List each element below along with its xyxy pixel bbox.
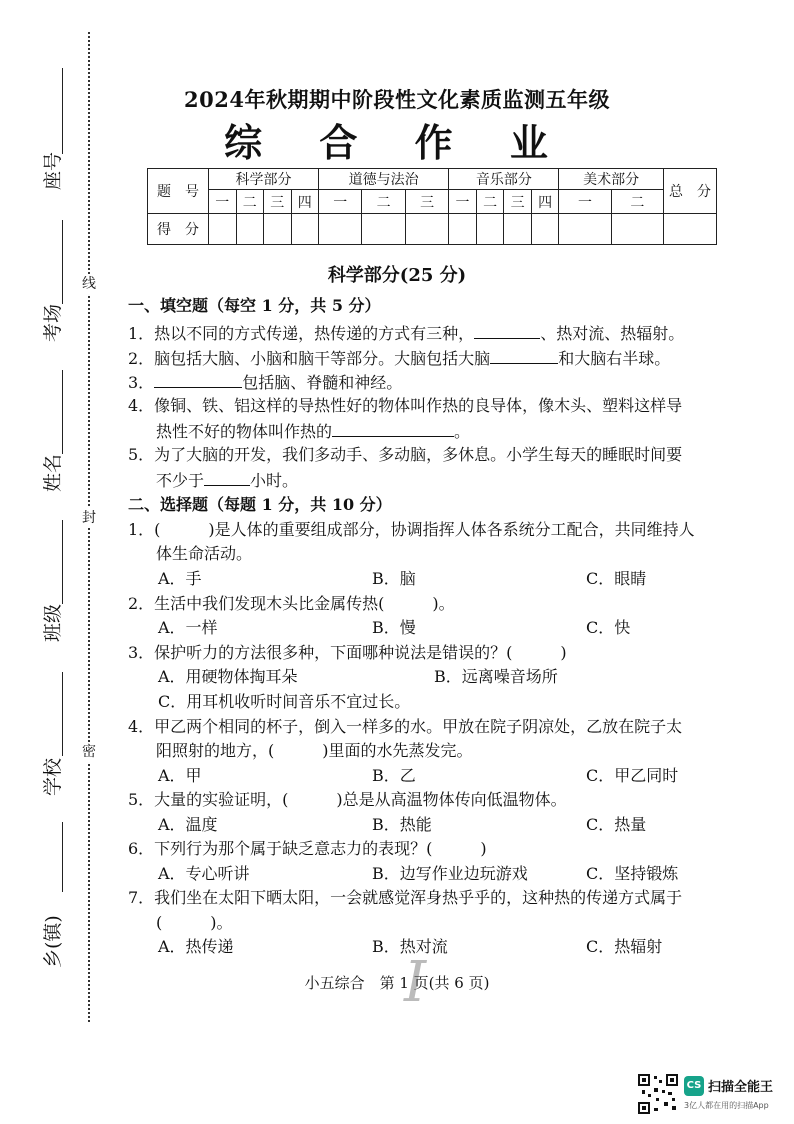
score-cell[interactable] (209, 214, 237, 245)
choice-q1-line1: 1．( )是人体的重要组成部分，协调指挥人体各系统分工配合，共同维持人 (128, 520, 695, 539)
score-cell[interactable] (319, 214, 362, 245)
exam-subtitle: 综 合 作 业 (224, 120, 570, 165)
score-cell[interactable] (362, 214, 405, 245)
num-cell: 三 (504, 190, 532, 214)
row-label-score: 得 分 (148, 214, 209, 245)
row-label-question: 题 号 (148, 169, 209, 214)
score-cell[interactable] (405, 214, 448, 245)
answer-blank[interactable] (204, 467, 250, 486)
fill-in-q3: 3． 包括脑、脊髓和神经。 (128, 369, 402, 395)
total-label: 总 分 (664, 169, 717, 214)
fill-in-q5-line2: 不少于 小时。 (156, 467, 298, 493)
score-cell[interactable] (559, 214, 611, 245)
group-morality-law: 道德与法治 (319, 169, 449, 190)
binding-word-xian: 线 (82, 276, 96, 292)
exam-page: 线 封 密 座号 考场 姓名 班级 学校 乡(镇) 2024年秋期期中阶段性文化素质监测五年级 综 合 作 业 题 号 科学部分 道德与法治 音乐部分 美术部分 总 分 一 二 三 四 一 二 三 一 二 三 四 一 二 得 分 科学部分(25 分) 一、填空题（每空 1 分，共 5 分） 1．热以不同的方式传递，热传递的方式有三种， 、热对流、热辐射。 2．脑包括大脑、小脑和脑干等部分。大脑包括大脑 和大脑右半球。 3． 包括脑、脊髓和神经。 4．像铜、铁、铝这样的导热性好的物体叫作热的良导体，像木头、塑料这样导 热性不好的物体叫作热的 。 5．为了大脑的开发，我们多动手、多动脑，多休息。小学生每天的睡眠时间要 不少于 小时。 二、选择题（每题 1 分，共 10 分） 1．( )是人体的重要组成部分，协调指挥人体各系统分工配合，共同维持人 体生命活动。 A．手 B．脑 C．眼睛 2．生活中我们发现木头比金属传热( )。 A．一样 B．慢 C．快 3．保护听力的方法很多种，下面哪种说法是错误的？( ) A．用硬物体掏耳朵 B．远离噪音场所 C．用耳机收听时间音乐不宜过长。 4．甲乙两个相同的杯子，倒入一样多的水。甲放在院子阴凉处，乙放在院子太 阳照射的地方，( )里面的水先蒸发完。 A．甲 B．乙 C．甲乙同时 5．大量的实验证明，( )总是从高温物体传向低温物体。 A．温度 B．热能 C．热量 6．下列行为那个属于缺乏意志力的表现？( ) A．专心听讲 B．边写作业边玩游戏 C．坚持锻炼 7．我们坐在太阳下晒太阳，一会就感觉浑身热乎乎的，这种热的传递方式属于 ( )。 A．热传递 B．热对流 C．热辐射 I 小五综合 第 1 页(共 6 页) CS 扫描全能王 3亿人都在用的扫描App (0, 0, 794, 1124)
num-cell: 二 (236, 190, 264, 214)
score-table (147, 168, 717, 245)
choice-q2: 2．生活中我们发现木头比金属传热( )。 (128, 594, 455, 613)
choice-q5-option-c[interactable]: C．热量 (586, 815, 647, 834)
choice-q6-option-b[interactable]: B．边写作业边玩游戏 (372, 864, 528, 883)
fill-in-q2: 2．脑包括大脑、小脑和脑干等部分。大脑包括大脑 和大脑右半球。 (128, 345, 670, 371)
choice-q1-line2: 体生命活动。 (156, 544, 253, 563)
total-score-cell[interactable] (664, 214, 717, 245)
choice-heading: 二、选择题（每题 1 分，共 10 分） (128, 495, 392, 514)
group-science: 科学部分 (209, 169, 319, 190)
choice-q7-option-b[interactable]: B．热对流 (372, 937, 448, 956)
qr-code-icon (636, 1072, 680, 1116)
num-cell: 四 (531, 190, 559, 214)
binding-word-mi: 密 (82, 744, 96, 760)
choice-q5-option-b[interactable]: B．热能 (372, 815, 432, 834)
choice-q6-option-c[interactable]: C．坚持锻炼 (586, 864, 679, 883)
page-footer: 小五综合 第 1 页(共 6 页) (304, 974, 490, 992)
choice-q3-option-b[interactable]: B．远离噪音场所 (434, 667, 558, 686)
num-cell: 二 (362, 190, 405, 214)
choice-q6: 6．下列行为那个属于缺乏意志力的表现？( ) (128, 839, 487, 858)
fill-in-q4-line2: 热性不好的物体叫作热的 。 (156, 418, 470, 444)
num-cell: 二 (611, 190, 663, 214)
answer-blank[interactable] (154, 369, 242, 388)
score-cell[interactable] (264, 214, 292, 245)
fill-in-q5-line1: 5．为了大脑的开发，我们多动手、多动脑，多休息。小学生每天的睡眠时间要 (128, 445, 683, 464)
choice-q5-option-a[interactable]: A．温度 (158, 815, 218, 834)
score-cell[interactable] (291, 214, 319, 245)
group-art: 美术部分 (559, 169, 664, 190)
choice-q4-option-c[interactable]: C．甲乙同时 (586, 766, 679, 785)
camscanner-tagline: 3亿人都在用的扫描App (684, 1101, 769, 1110)
watermark-mark: I (404, 950, 427, 1015)
choice-q2-option-a[interactable]: A．一样 (158, 618, 218, 637)
choice-q4-option-b[interactable]: B．乙 (372, 766, 416, 785)
fill-in-heading: 一、填空题（每空 1 分，共 5 分） (128, 296, 381, 315)
choice-q4-option-a[interactable]: A．甲 (158, 766, 202, 785)
answer-blank[interactable] (332, 418, 454, 437)
choice-q7-line1: 7．我们坐在太阳下晒太阳，一会就感觉浑身热乎乎的，这种热的传递方式属于 (128, 888, 683, 907)
score-cell[interactable] (531, 214, 559, 245)
num-cell: 四 (291, 190, 319, 214)
choice-q3-option-c[interactable]: C．用耳机收听时间音乐不宜过长。 (158, 692, 411, 711)
answer-blank[interactable] (490, 345, 558, 364)
answer-blank[interactable] (474, 320, 540, 339)
choice-q7-option-a[interactable]: A．热传递 (158, 937, 234, 956)
num-cell: 一 (319, 190, 362, 214)
score-cell[interactable] (476, 214, 504, 245)
score-cell[interactable] (611, 214, 663, 245)
num-cell: 一 (449, 190, 477, 214)
fill-in-q1: 1．热以不同的方式传递，热传递的方式有三种， 、热对流、热辐射。 (128, 320, 684, 346)
score-cell[interactable] (449, 214, 477, 245)
choice-q1-option-c[interactable]: C．眼睛 (586, 569, 647, 588)
num-cell: 一 (209, 190, 237, 214)
camscanner-logo-icon: CS (684, 1076, 704, 1096)
fill-in-q4-line1: 4．像铜、铁、铝这样的导热性好的物体叫作热的良导体，像木头、塑料这样导 (128, 396, 683, 415)
exam-title: 2024年秋期期中阶段性文化素质监测五年级 (184, 87, 610, 112)
score-cell[interactable] (236, 214, 264, 245)
choice-q7-option-c[interactable]: C．热辐射 (586, 937, 663, 956)
choice-q1-option-b[interactable]: B．脑 (372, 569, 416, 588)
choice-q1-option-a[interactable]: A．手 (158, 569, 202, 588)
choice-q2-option-b[interactable]: B．慢 (372, 618, 416, 637)
choice-q7-line2: ( )。 (156, 913, 233, 932)
group-music: 音乐部分 (449, 169, 559, 190)
choice-q3: 3．保护听力的方法很多种，下面哪种说法是错误的？( ) (128, 643, 567, 662)
choice-q5: 5．大量的实验证明，( )总是从高温物体传向低温物体。 (128, 790, 567, 809)
section-title: 科学部分(25 分) (327, 265, 467, 286)
num-cell: 三 (405, 190, 448, 214)
choice-q3-option-a[interactable]: A．用硬物体掏耳朵 (158, 667, 298, 686)
camscanner-name: 扫描全能王 (708, 1080, 774, 1095)
num-cell: 二 (476, 190, 504, 214)
num-cell: 三 (264, 190, 292, 214)
choice-q4-line2: 阳照射的地方，( )里面的水先蒸发完。 (156, 741, 473, 760)
score-cell[interactable] (504, 214, 532, 245)
num-cell: 一 (559, 190, 611, 214)
choice-q4-line1: 4．甲乙两个相同的杯子，倒入一样多的水。甲放在院子阴凉处，乙放在院子太 (128, 717, 683, 736)
choice-q6-option-a[interactable]: A．专心听讲 (158, 864, 250, 883)
binding-word-feng: 封 (82, 510, 96, 526)
choice-q2-option-c[interactable]: C．快 (586, 618, 631, 637)
